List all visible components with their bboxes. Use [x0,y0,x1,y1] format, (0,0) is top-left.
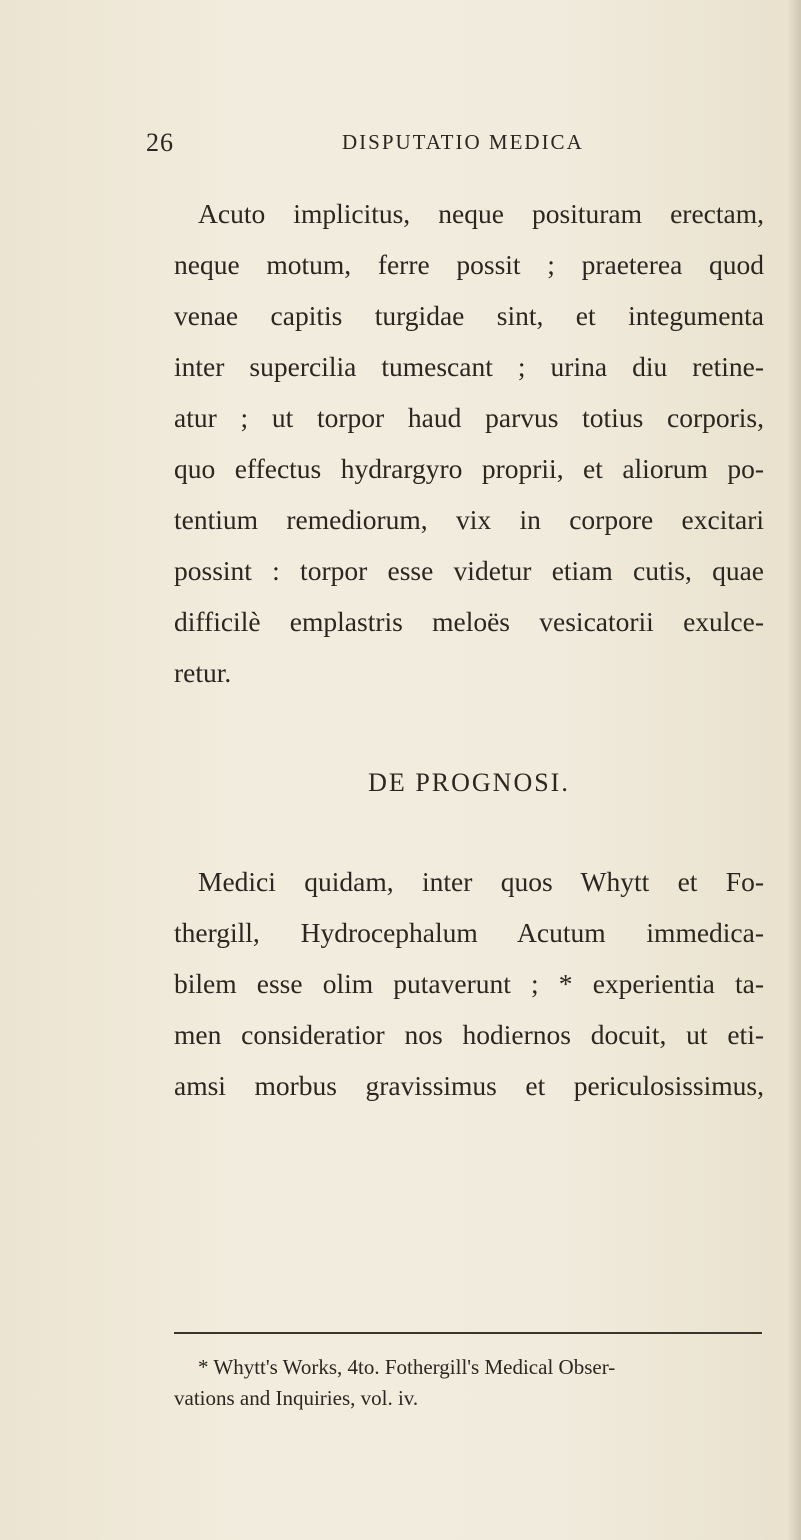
paragraph-1 [174,188,764,698]
footnote-line: vations and Inquiries, vol. iv. [174,1386,419,1410]
text-line: atur ; ut torpor haud parvus totius corporis, [174,402,764,433]
text-line: Acuto implicitus, neque posituram erectam, [198,198,764,229]
running-title: DISPUTATIO MEDICA [342,130,584,154]
page-edge-shadow [787,0,801,1540]
text-line: inter supercilia tumescant ; urina diu retine- [174,351,764,382]
text-line: possint : torpor esse videtur etiam cutis, quae [174,555,764,586]
text-line: venae capitis turgidae sint, et integumenta [174,300,764,331]
text-line: thergill, Hydrocephalum Acutum immedica- [174,917,764,948]
text-line: men consideratior nos hodiernos docuit, ut eti- [174,1019,764,1050]
text-line: quo effectus hydrargyro proprii, et aliorum po- [174,453,764,484]
text-line: neque motum, ferre possit ; praeterea quod [174,249,764,280]
text-line: tentium remediorum, vix in corpore excitari [174,504,764,535]
section-heading: DE PROGNOSI. [368,768,570,797]
text-line: Medici quidam, inter quos Whytt et Fo- [198,866,764,897]
footnote [174,1352,764,1414]
text-line: amsi morbus gravissimus et periculosissimus, [174,1070,764,1101]
paragraph-2 [174,856,764,1111]
running-head [146,128,666,162]
text-line: retur. [174,657,232,688]
footnote-line: * Whytt's Works, 4to. Fothergill's Medical Obser- [198,1355,616,1379]
page-number: 26 [146,128,174,157]
footnote-rule [174,1332,762,1334]
text-line: difficilè emplastris meloës vesicatorii exulce- [174,606,764,637]
text-line: bilem esse olim putaverunt ; * experientia ta- [174,968,764,999]
